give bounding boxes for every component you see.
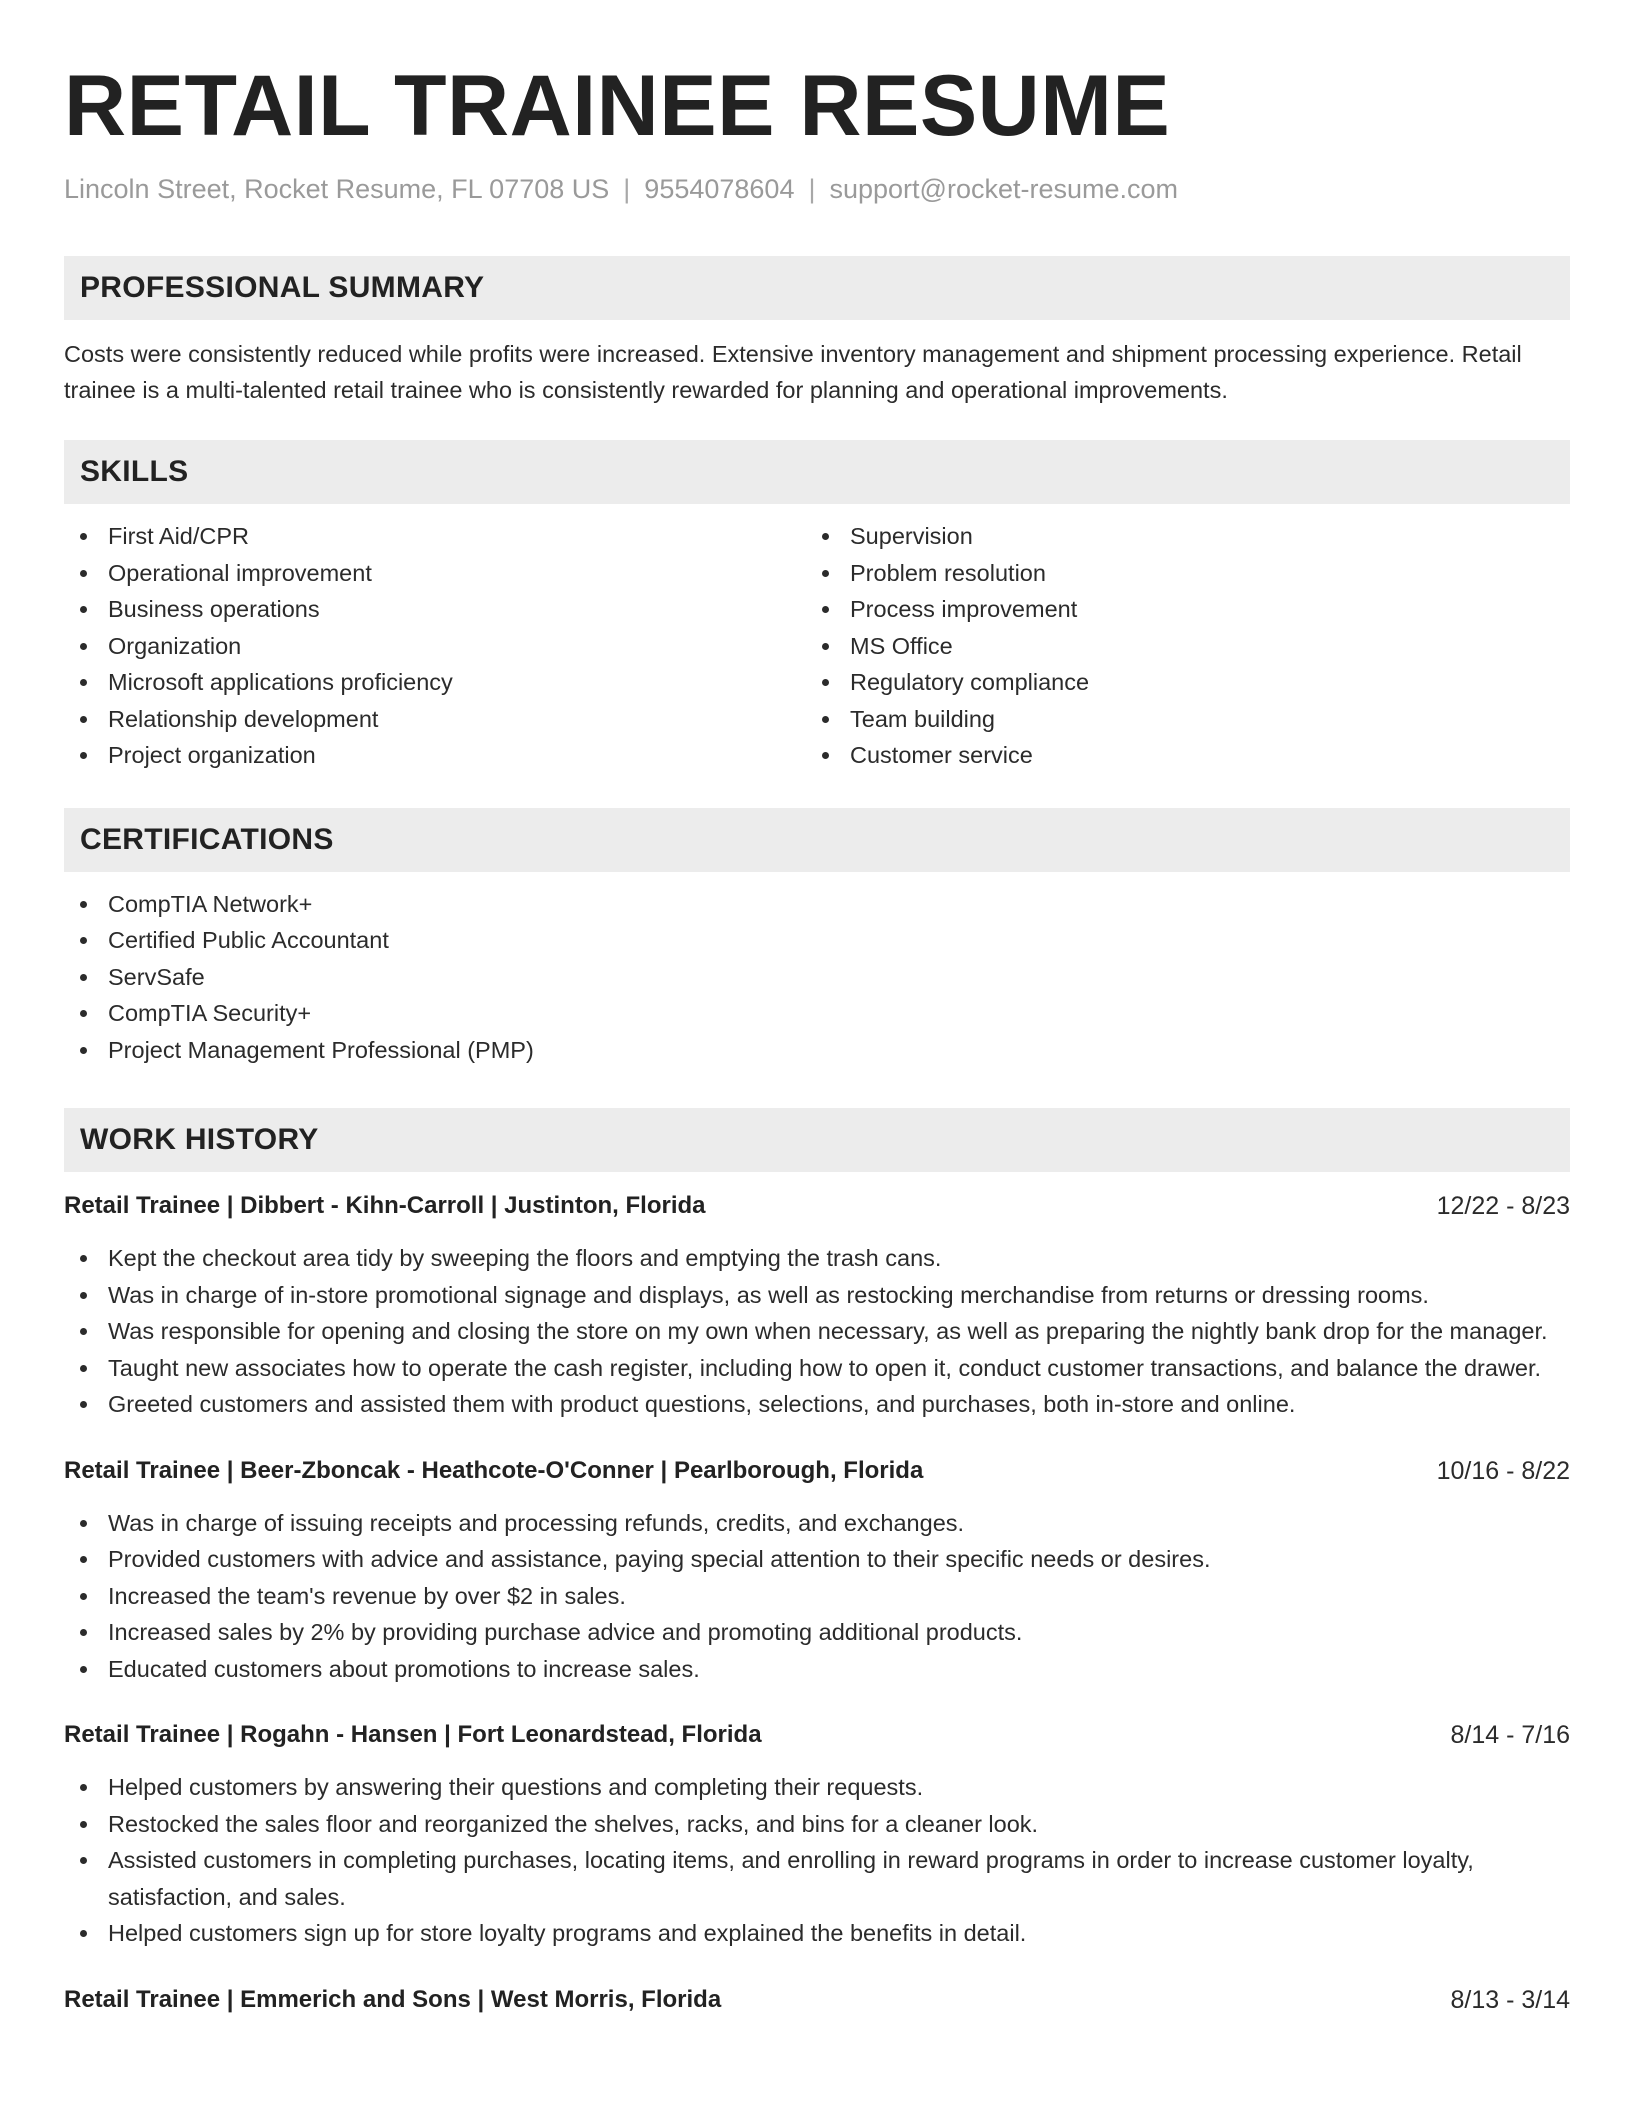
skills-grid: [64, 518, 1570, 774]
skill-item: Project organization: [64, 737, 806, 774]
work-history-heading: WORK HISTORY: [64, 1108, 1570, 1172]
skill-item: Process improvement: [806, 591, 1548, 628]
job-entry: [64, 1453, 1570, 1688]
skills-list-left: [64, 518, 806, 774]
summary-text: Costs were consistently reduced while profits were increased. Extensive inventory management and shipment processing experience. Retail trainee is a multi-talented retail trainee who is consistently rewarded for planning and operational improvements.: [64, 341, 1522, 403]
job-bullet: Helped customers sign up for store loyalty programs and explained the benefits in detail.: [64, 1915, 1570, 1952]
skill-item: Supervision: [806, 518, 1548, 555]
job-title: Retail Trainee | Beer-Zboncak - Heathcote-O'Conner | Pearlborough, Florida: [64, 1456, 924, 1484]
resume-title: RETAIL TRAINEE RESUME: [64, 58, 1171, 154]
skills-heading: SKILLS: [64, 440, 1570, 504]
skill-item: Problem resolution: [806, 555, 1548, 592]
certifications-section: [64, 808, 1570, 1069]
skill-item: Customer service: [806, 737, 1548, 774]
job-title: Retail Trainee | Rogahn - Hansen | Fort Leonardstead, Florida: [64, 1721, 762, 1748]
job-dates: 8/14 - 7/16: [1450, 1721, 1570, 1749]
resume-page: [64, 0, 1570, 2018]
job-dates: 12/22 - 8/23: [1436, 1192, 1570, 1220]
job-dates: 8/13 - 3/14: [1450, 1985, 1570, 2014]
skill-item: Organization: [64, 628, 806, 665]
certification-item: Project Management Professional (PMP): [64, 1032, 1570, 1069]
skill-item: Operational improvement: [64, 555, 806, 592]
skills-list-right: [806, 518, 1548, 774]
job-bullet: Increased sales by 2% by providing purchase advice and promoting additional products.: [64, 1614, 1570, 1651]
certifications-list: [64, 886, 1570, 1069]
job-bullet: Educated customers about promotions to increase sales.: [64, 1651, 1570, 1688]
job-bullets: [64, 1240, 1570, 1423]
contact-phone: 9554078604: [644, 174, 795, 204]
certification-item: CompTIA Security+: [64, 995, 1570, 1032]
skill-item: MS Office: [806, 628, 1548, 665]
job-header: [64, 1982, 1570, 2018]
job-bullet: Provided customers with advice and assistance, paying special attention to their specific needs or desires.: [64, 1541, 1570, 1578]
skill-item: Team building: [806, 701, 1548, 738]
job-entry: [64, 1717, 1570, 1952]
skill-item: Microsoft applications proficiency: [64, 664, 806, 701]
contact-address: Lincoln Street, Rocket Resume, FL 07708 US: [64, 174, 610, 204]
skill-item: Relationship development: [64, 701, 806, 738]
job-header: [64, 1453, 1570, 1489]
contact-separator: |: [808, 174, 816, 204]
job-header: [64, 1188, 1570, 1224]
job-bullet: Greeted customers and assisted them with product questions, selections, and purchases, both in-store and online.: [64, 1386, 1570, 1423]
job-bullet: Kept the checkout area tidy by sweeping the floors and emptying the trash cans.: [64, 1240, 1570, 1277]
job-header: [64, 1717, 1570, 1753]
skill-item: Regulatory compliance: [806, 664, 1548, 701]
skill-item: First Aid/CPR: [64, 518, 806, 555]
job-bullet: Taught new associates how to operate the cash register, including how to open it, conduct customer transactions, and balance the drawer.: [64, 1350, 1570, 1387]
job-entry: [64, 1188, 1570, 1423]
job-title: Retail Trainee | Emmerich and Sons | West Morris, Florida: [64, 1985, 722, 2013]
summary-section: [64, 256, 1570, 408]
job-entry: [64, 1982, 1570, 2018]
contact-separator: |: [623, 174, 631, 204]
job-title: Retail Trainee | Dibbert - Kihn-Carroll | Justinton, Florida: [64, 1192, 706, 1219]
certification-item: Certified Public Accountant: [64, 922, 1570, 959]
job-bullets: [64, 1505, 1570, 1688]
contact-email: support@rocket-resume.com: [829, 174, 1179, 204]
work-history-section: [64, 1108, 1570, 2018]
skill-item: Business operations: [64, 591, 806, 628]
skills-section: [64, 440, 1570, 774]
job-dates: 10/16 - 8/22: [1436, 1456, 1570, 1485]
certification-item: CompTIA Network+: [64, 886, 1570, 923]
job-bullet: Restocked the sales floor and reorganized the shelves, racks, and bins for a cleaner look.: [64, 1806, 1570, 1843]
summary-heading: PROFESSIONAL SUMMARY: [64, 256, 1570, 320]
job-bullet: Was responsible for opening and closing the store on my own when necessary, as well as preparing the nightly bank drop for the manager.: [64, 1313, 1570, 1350]
job-bullet: Was in charge of issuing receipts and processing refunds, credits, and exchanges.: [64, 1505, 1570, 1542]
job-bullet: Assisted customers in completing purchases, locating items, and enrolling in reward programs in order to increase customer loyalty, satisfaction, and sales.: [64, 1842, 1570, 1915]
contact-line: [64, 172, 1570, 206]
job-bullet: Was in charge of in-store promotional signage and displays, as well as restocking merchandise from returns or dressing rooms.: [64, 1277, 1570, 1314]
job-bullets: [64, 1769, 1570, 1952]
certification-item: ServSafe: [64, 959, 1570, 996]
job-bullet: Increased the team's revenue by over $2 in sales.: [64, 1578, 1570, 1615]
certifications-heading: CERTIFICATIONS: [64, 808, 1570, 872]
job-bullet: Helped customers by answering their questions and completing their requests.: [64, 1769, 1570, 1806]
